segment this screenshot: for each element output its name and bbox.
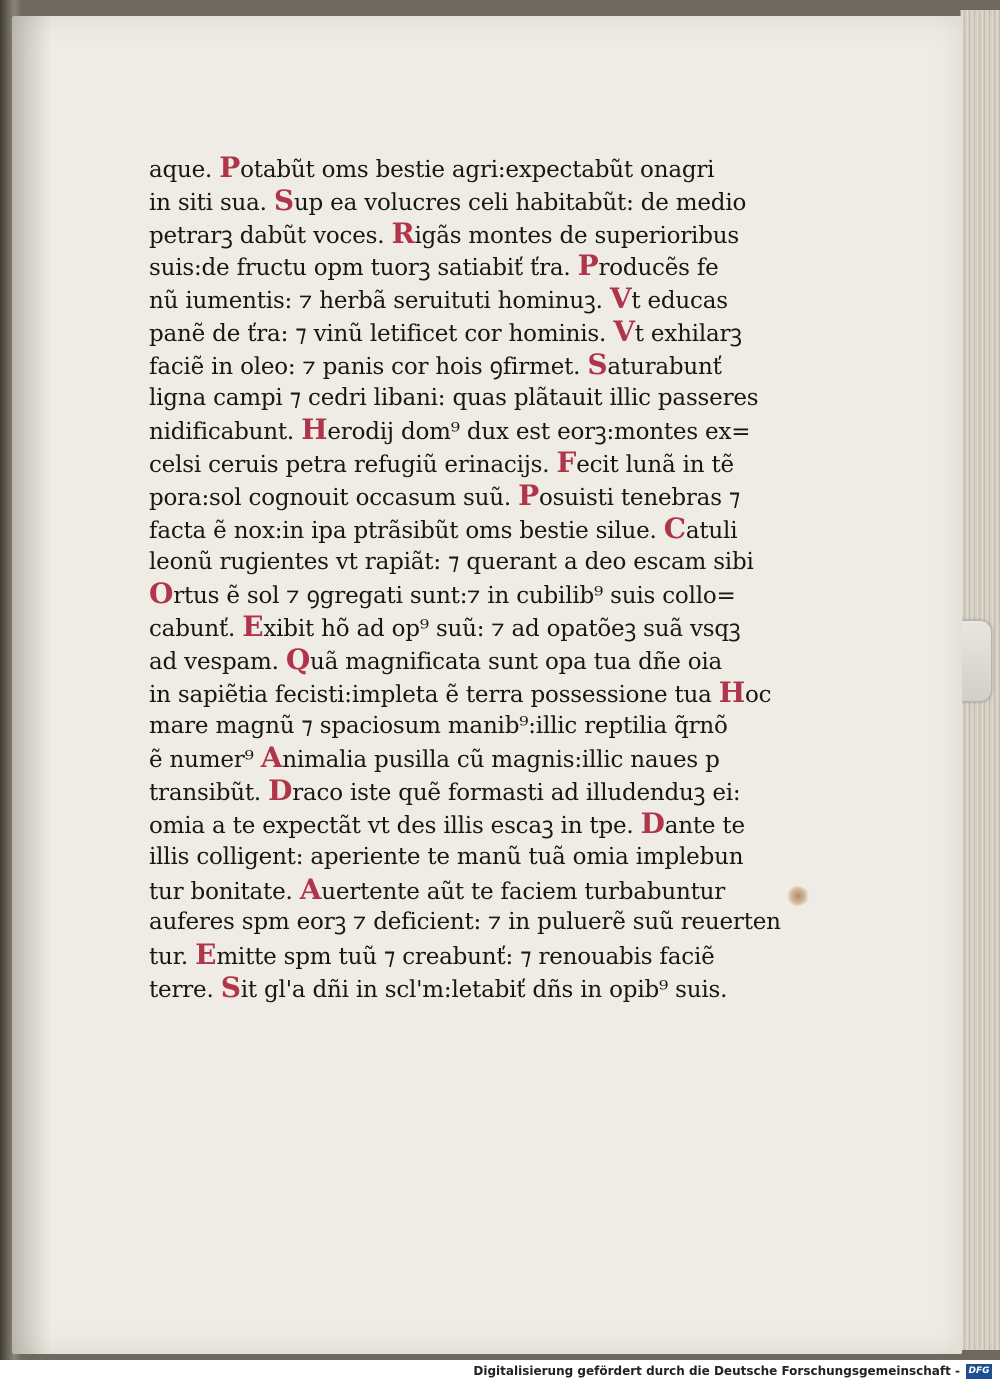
rubricated-initial: O xyxy=(149,577,174,611)
text-segment: petrarꝫ dabũt voces. xyxy=(149,222,392,249)
text-segment: aque. xyxy=(149,157,220,183)
text-segment: panẽ de ťra: ⁊ vinũ letificet cor hominis. xyxy=(149,320,614,347)
text-segment: mitte spm tuũ ⁊ creabunť: ⁊ renouabis faciẽ xyxy=(216,944,715,971)
text-segment: ẽ numer⁹ xyxy=(149,747,261,774)
dfg-logo-icon: DFG xyxy=(966,1364,992,1379)
text-line xyxy=(149,874,789,907)
text-line xyxy=(149,185,789,218)
text-segment: faciẽ in oleo: ⁊ panis cor hois ꝯfirmet. xyxy=(149,353,588,380)
rubricated-initial: E xyxy=(242,610,264,644)
rubricated-initial: S xyxy=(273,183,294,217)
text-segment: ante te xyxy=(664,812,745,839)
text-line xyxy=(149,808,789,841)
text-segment: otabũt oms bestie agri:expectabũt onagri xyxy=(240,157,715,183)
text-segment: uã magnificata sunt opa tua dñe oia xyxy=(310,648,723,675)
rubricated-initial: D xyxy=(268,774,293,808)
text-line xyxy=(149,447,789,480)
text-segment: terre. xyxy=(149,976,221,1003)
text-line xyxy=(149,283,789,316)
rubricated-initial: F xyxy=(556,446,577,480)
text-line xyxy=(149,414,789,447)
text-segment: omia a te expectãt vt des illis escaꝫ in tpe. xyxy=(149,812,641,839)
text-segment: oc xyxy=(745,681,772,708)
text-segment: igãs montes de superioribus xyxy=(414,222,739,249)
text-line xyxy=(149,250,789,283)
text-segment: uertente aũt te faciem turbabuntur xyxy=(321,878,726,905)
text-segment: mare magnũ ⁊ spaciosum manib⁹:illic reptilia q̃rnõ xyxy=(149,712,728,739)
text-segment: in sapiẽtia fecisti:impleta ẽ terra possessione tua xyxy=(149,681,719,708)
text-segment: nidificabunt. xyxy=(149,419,302,446)
text-segment: cabunť. xyxy=(149,616,243,643)
text-segment: ligna campi ⁊ cedri libani: quas plãtauit illic passeres xyxy=(149,384,759,411)
text-line xyxy=(149,644,789,677)
paper-stain xyxy=(787,886,809,906)
text-segment: leonũ rugientes vt rapiãt: ⁊ querant a deo escam sibi xyxy=(149,548,754,575)
text-line xyxy=(149,513,789,546)
footer-credit: Digitalisierung gefördert durch die Deutsche Forschungsgemeinschaft - xyxy=(473,1364,960,1378)
text-line xyxy=(149,972,789,1005)
text-line xyxy=(149,152,789,185)
text-segment: ecit lunã in tẽ xyxy=(576,452,734,479)
rubricated-initial: V xyxy=(613,314,635,348)
text-segment: celsi ceruis petra refugiũ erinacijs. xyxy=(149,452,557,479)
text-line xyxy=(149,939,789,972)
rubricated-initial: S xyxy=(220,970,241,1004)
text-line xyxy=(149,611,789,644)
text-line xyxy=(149,218,789,251)
text-segment: raco iste quẽ formasti ad illudenduꝫ ei: xyxy=(292,780,741,807)
text-segment: nũ iumentis: ⁊ herbã seruituti hominuꝫ. xyxy=(149,288,610,315)
rubricated-initial: V xyxy=(609,282,632,316)
rubricated-initial: P xyxy=(219,151,241,184)
book-page xyxy=(12,16,962,1354)
rubricated-initial: D xyxy=(640,806,665,840)
text-line xyxy=(149,841,789,874)
text-segment: tur. xyxy=(149,944,196,971)
text-segment: erodij dom⁹ dux est eorꝫ:montes ex= xyxy=(327,419,751,446)
rubricated-initial: P xyxy=(577,249,599,283)
text-segment: xibit hõ ad op⁹ suũ: ⁊ ad opatõeꝫ suã vsqꝫ xyxy=(263,616,741,643)
text-segment: roducẽs fe xyxy=(598,255,719,282)
rubricated-initial: H xyxy=(718,675,746,709)
rubricated-initial: E xyxy=(195,938,217,972)
text-segment: ad vespam. xyxy=(149,648,286,675)
rubricated-initial: A xyxy=(299,872,322,906)
text-segment: suis:de fructu opm tuorꝫ satiabiť ťra. xyxy=(149,255,578,282)
text-line xyxy=(149,480,789,513)
text-segment: transibũt. xyxy=(149,780,269,807)
text-segment: t exhilarꝫ xyxy=(634,320,742,347)
text-segment: auferes spm eorꝫ ⁊ deficient: ⁊ in puluerẽ suũ reuerten xyxy=(149,909,781,936)
text-line xyxy=(149,710,789,743)
text-line xyxy=(149,349,789,382)
text-line xyxy=(149,677,789,710)
text-segment: illis colligent: aperiente te manũ tuã omia implebun xyxy=(149,843,744,870)
gutter-shadow xyxy=(12,16,52,1354)
text-segment: up ea volucres celi habitabũt: de medio xyxy=(293,189,747,216)
rubricated-initial: A xyxy=(260,741,283,775)
text-segment: osuisti tenebras ⁊ xyxy=(538,484,741,511)
text-segment: pora:sol cognouit occasum suũ. xyxy=(149,484,519,511)
text-line xyxy=(149,578,789,611)
text-segment: rtus ẽ sol ⁊ ꝯgregati sunt:⁊ in cubilib⁹ suis collo= xyxy=(173,583,736,610)
text-segment: atuli xyxy=(685,517,738,544)
rubricated-initial: S xyxy=(587,347,608,381)
text-line xyxy=(149,316,789,349)
text-line xyxy=(149,546,789,579)
text-line xyxy=(149,382,789,415)
text-segment: nimalia pusilla cũ magnis:illic naues p xyxy=(282,747,720,774)
text-line xyxy=(149,742,789,775)
text-segment: tur bonitate. xyxy=(149,878,300,905)
rubricated-initial: Q xyxy=(285,642,311,676)
digitization-footer xyxy=(0,1360,1000,1384)
rubricated-initial: P xyxy=(518,478,539,512)
text-segment: facta ẽ nox:in ipa ptrãsibũt oms bestie silue. xyxy=(149,517,664,544)
text-segment: aturabunť xyxy=(607,353,722,380)
rubricated-initial: H xyxy=(301,413,328,447)
text-line xyxy=(149,775,789,808)
text-block xyxy=(149,152,789,1005)
text-segment: it gl'a dñi in scl'm:letabiť dñs in opib⁹ suis. xyxy=(240,976,728,1003)
text-line xyxy=(149,906,789,939)
rubricated-initial: R xyxy=(391,216,415,250)
text-segment: t educas xyxy=(631,288,728,315)
text-segment: in siti sua. xyxy=(149,189,274,216)
rubricated-initial: C xyxy=(663,511,686,545)
